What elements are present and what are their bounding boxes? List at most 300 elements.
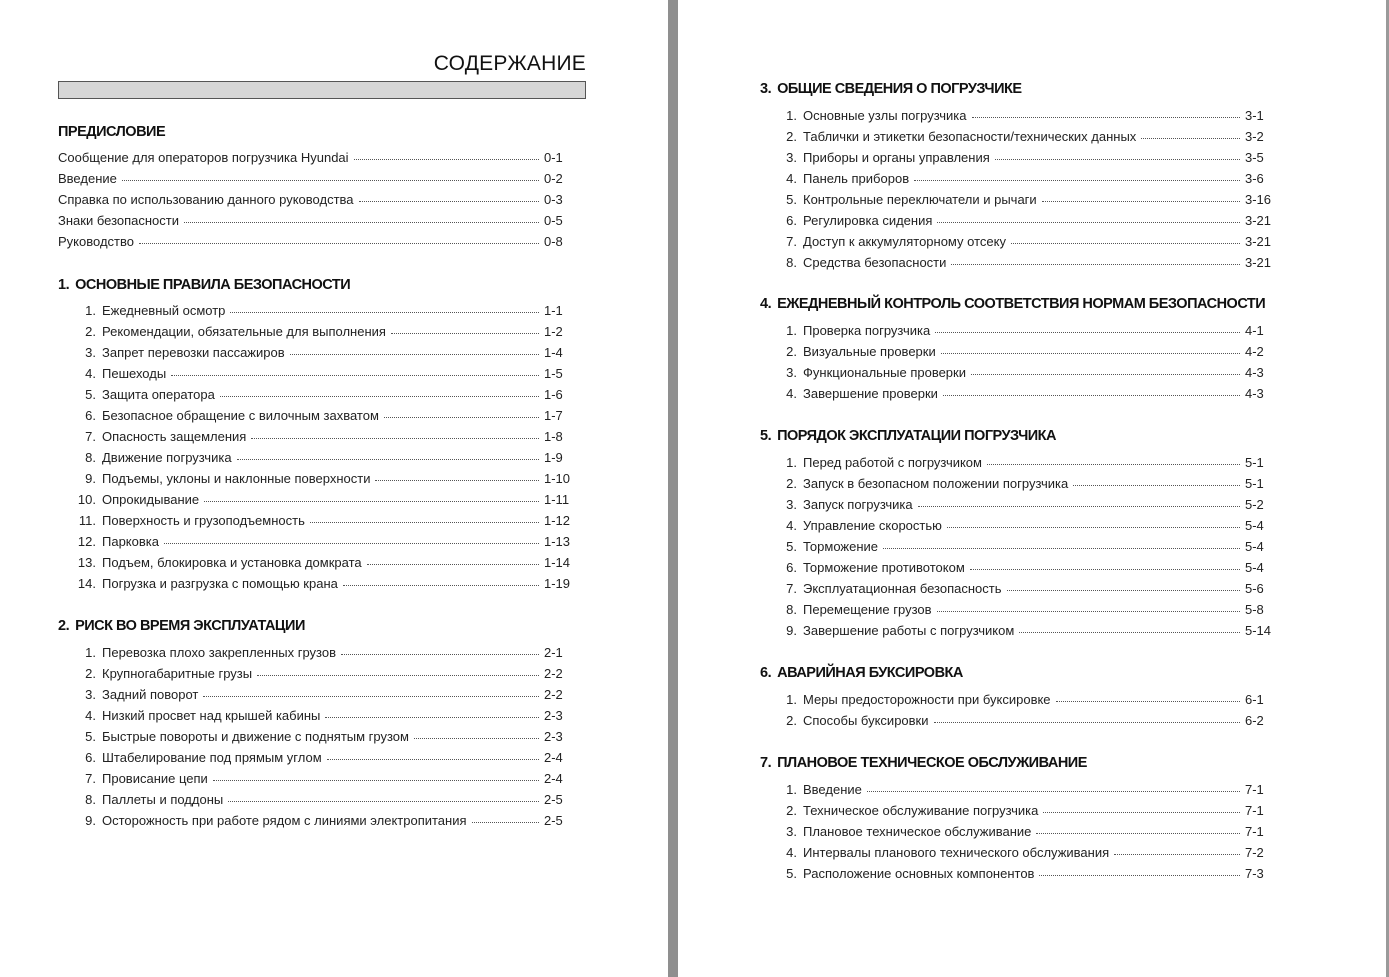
toc-entry-label: Контрольные переключатели и рычаги [803,192,1037,207]
toc-entry-page: 3-21 [1245,213,1272,228]
toc-entry-page: 1-12 [544,513,571,528]
section-heading [760,428,1056,444]
toc-entry[interactable] [72,342,572,363]
toc-entry[interactable] [72,573,572,594]
dot-leader [213,779,539,781]
toc-entry[interactable] [72,363,572,384]
dot-leader [343,584,539,586]
dot-leader [367,563,539,565]
toc-entry-label: Руководство [58,234,134,249]
toc-entry-label: Поверхность и грузоподъемность [102,513,305,528]
toc-entry-number: 3. [786,824,797,839]
toc-entry-label: Движение погрузчика [102,450,232,465]
toc-entry[interactable] [773,473,1273,494]
toc-entry-label: Справка по использованию данного руководства [58,192,354,207]
section-heading [58,277,350,293]
dot-leader [139,242,539,244]
toc-entry-number: 8. [85,792,96,807]
toc-entry-number: 2. [786,344,797,359]
toc-entry-label: Осторожность при работе рядом с линиями электропитания [102,813,467,828]
toc-entry-page: 3-16 [1245,192,1272,207]
section-heading-text: ЕЖЕДНЕВНЫЙ КОНТРОЛЬ СООТВЕТСТВИЯ НОРМАМ БЕЗОПАСНОСТИ [777,296,1266,312]
dot-leader [391,332,539,334]
toc-entry-page: 2-4 [544,750,563,765]
dot-leader [375,479,539,481]
section-number: 1. [58,277,70,293]
dot-leader [995,158,1240,160]
dot-leader [1043,811,1240,813]
toc-entry-page: 1-8 [544,429,563,444]
toc-entry-label: Перемещение грузов [803,602,932,617]
toc-entry-page: 1-7 [544,408,563,423]
toc-entry-page: 2-5 [544,792,563,807]
toc-entry-page: 1-2 [544,324,563,339]
toc-entry-page: 4-2 [1245,344,1264,359]
toc-entry-label: Погрузка и разгрузка с помощью крана [102,576,338,591]
toc-entry[interactable] [773,105,1273,126]
toc-entry[interactable] [72,300,572,321]
toc-entry-page: 5-2 [1245,497,1264,512]
toc-entry[interactable] [72,405,572,426]
toc-entry[interactable] [773,231,1273,252]
toc-entry[interactable] [773,452,1273,473]
toc-entry-number: 1. [786,323,797,338]
toc-entry-number: 1. [85,303,96,318]
toc-entry-number: 7. [85,771,96,786]
section-heading-text: РИСК ВО ВРЕМЯ ЭКСПЛУАТАЦИИ [75,618,305,634]
toc-entry-number: 9. [85,471,96,486]
toc-entry-label: Защита оператора [102,387,215,402]
toc-entry-label: Провисание цепи [102,771,208,786]
toc-entry[interactable] [773,362,1273,383]
toc-entry-label: Панель приборов [803,171,910,186]
toc-entry-label: Плановое техническое обслуживание [803,824,1032,839]
section-number: 4. [760,296,772,312]
toc-entry-number: 6. [786,560,797,575]
toc-entry[interactable] [58,189,564,210]
toc-entry-label: Опрокидывание [102,492,200,507]
toc-entry[interactable] [72,552,572,573]
toc-entry[interactable] [773,863,1273,884]
toc-entry-page: 2-5 [544,813,563,828]
dot-leader [327,758,539,760]
section-number: 2. [58,618,70,634]
toc-entry-label: Перед работой с погрузчиком [803,455,982,470]
section-heading [760,81,1022,97]
toc-entry[interactable] [773,320,1273,341]
toc-entry-number: 2. [786,129,797,144]
toc-entry-number: 3. [786,365,797,380]
toc-entry-label: Управление скоростью [803,518,942,533]
toc-entry-number: 3. [85,345,96,360]
toc-entry-label: Меры предосторожности при буксировке [803,692,1051,707]
toc-entry-label: Регулировка сидения [803,213,933,228]
dot-leader [237,458,539,460]
toc-entry-page: 3-21 [1245,255,1272,270]
dot-leader [184,221,539,223]
toc-entry[interactable] [773,536,1273,557]
toc-entry-page: 5-14 [1245,623,1272,638]
toc-entry[interactable] [58,210,564,231]
toc-entry[interactable] [72,321,572,342]
toc-entry-number: 5. [786,192,797,207]
toc-entry[interactable] [773,515,1273,536]
toc-entry[interactable] [773,168,1273,189]
toc-entry[interactable] [72,726,572,747]
dot-leader [987,463,1240,465]
toc-entry-number: 1. [786,108,797,123]
toc-entry-number: 2. [85,666,96,681]
toc-entry-number: 8. [786,255,797,270]
dot-leader [937,221,1240,223]
toc-entry-page: 5-6 [1245,581,1264,596]
toc-entry-page: 0-5 [544,213,563,228]
toc-entry[interactable] [773,557,1273,578]
toc-entry-number: 14. [77,576,96,591]
toc-entry-number: 4. [85,708,96,723]
toc-entry-page: 4-3 [1245,365,1264,380]
toc-entry-label: Подъем, блокировка и установка домкрата [102,555,362,570]
toc-entry-number: 3. [786,497,797,512]
toc-entry-page: 2-3 [544,708,563,723]
toc-entry-page: 1-9 [544,450,563,465]
toc-entry[interactable] [72,642,572,663]
toc-entry-number: 8. [85,450,96,465]
dot-leader [914,179,1240,181]
toc-entry-number: 9. [786,623,797,638]
toc-entry-page: 5-4 [1245,560,1264,575]
toc-entry-label: Парковка [102,534,159,549]
section-heading-text: ПОРЯДОК ЭКСПЛУАТАЦИИ ПОГРУЗЧИКА [777,428,1056,444]
dot-leader [204,500,539,502]
toc-entry[interactable] [72,810,572,831]
toc-entry-page: 1-19 [544,576,571,591]
toc-entry-page: 1-1 [544,303,563,318]
toc-entry[interactable] [58,147,564,168]
toc-entry-page: 7-3 [1245,866,1264,881]
toc-entry[interactable] [773,147,1273,168]
toc-entry-label: Перевозка плохо закрепленных грузов [102,645,336,660]
left-page [0,0,668,977]
toc-entry-number: 1. [85,645,96,660]
toc-entry[interactable] [72,447,572,468]
toc-entry-label: Подъемы, уклоны и наклонные поверхности [102,471,371,486]
dot-leader [290,353,539,355]
toc-entry-number: 1. [786,692,797,707]
toc-entry-label: Завершение проверки [803,386,938,401]
toc-entry-label: Запуск в безопасном положении погрузчика [803,476,1069,491]
toc-entry-page: 3-2 [1245,129,1264,144]
toc-entry-page: 5-4 [1245,539,1264,554]
toc-entry-page: 7-1 [1245,803,1264,818]
toc-entry[interactable] [773,599,1273,620]
dot-leader [972,116,1240,118]
dot-leader [472,821,539,823]
dot-leader [230,311,539,313]
toc-entry-number: 2. [786,713,797,728]
section-heading-text: ПЛАНОВОЕ ТЕХНИЧЕСКОЕ ОБСЛУЖИВАНИЕ [777,755,1087,771]
toc-entry-label: Проверка погрузчика [803,323,931,338]
toc-entry[interactable] [773,710,1273,731]
toc-entry-page: 3-21 [1245,234,1272,249]
dot-leader [934,721,1240,723]
toc-entry[interactable] [773,494,1273,515]
toc-entry-page: 7-1 [1245,824,1264,839]
toc-entry-label: Ежедневный осмотр [102,303,226,318]
section-heading [760,755,1087,771]
toc-entry[interactable] [773,800,1273,821]
toc-entry[interactable] [72,663,572,684]
dot-leader [325,716,539,718]
toc-entry-page: 2-1 [544,645,563,660]
dot-leader [1114,853,1240,855]
dot-leader [257,674,539,676]
toc-entry-number: 11. [78,513,96,528]
toc-entry-number: 1. [786,455,797,470]
dot-leader [947,526,1240,528]
toc-entry-label: Знаки безопасности [58,213,180,228]
toc-entry-page: 7-2 [1245,845,1264,860]
dot-leader [1141,137,1240,139]
dot-leader [1036,832,1240,834]
section-heading [760,665,963,681]
dot-leader [171,374,539,376]
dot-leader [384,416,539,418]
dot-leader [164,542,539,544]
toc-entry-number: 4. [786,845,797,860]
toc-entry[interactable] [72,384,572,405]
dot-leader [1073,484,1240,486]
toc-entry-page: 2-4 [544,771,563,786]
toc-entry-number: 5. [786,539,797,554]
toc-entry-page: 5-1 [1245,476,1264,491]
dot-leader [228,800,539,802]
dot-leader [941,352,1240,354]
toc-entry-label: Задний поворот [102,687,199,702]
toc-entry-page: 7-1 [1245,782,1264,797]
toc-entry[interactable] [773,620,1273,641]
toc-entry[interactable] [72,768,572,789]
toc-entry-page: 1-4 [544,345,563,360]
preface-heading [58,124,165,140]
toc-entry[interactable] [58,168,564,189]
toc-entry-label: Техническое обслуживание погрузчика [803,803,1039,818]
section-number: 6. [760,665,772,681]
section-heading-text: АВАРИЙНАЯ БУКСИРОВКА [777,665,963,681]
section-heading-text: ОСНОВНЫЕ ПРАВИЛА БЕЗОПАСНОСТИ [75,277,351,293]
toc-entry-page: 0-2 [544,171,563,186]
toc-entry-number: 4. [786,518,797,533]
section-number: 5. [760,428,772,444]
toc-entry-label: Сообщение для операторов погрузчика Hyundai [58,150,349,165]
dot-leader [1011,242,1240,244]
dot-leader [867,790,1240,792]
dot-leader [937,610,1240,612]
toc-entry-label: Способы буксировки [803,713,929,728]
toc-entry-label: Штабелирование под прямым углом [102,750,322,765]
dot-leader [359,200,539,202]
toc-entry-page: 4-1 [1245,323,1264,338]
toc-entry-number: 13. [77,555,96,570]
toc-entry-label: Крупногабаритные грузы [102,666,253,681]
toc-entry-number: 3. [85,687,96,702]
toc-entry-number: 3. [786,150,797,165]
toc-entry[interactable] [72,510,572,531]
toc-entry-label: Введение [803,782,862,797]
dot-leader [1019,631,1240,633]
dot-leader [883,547,1240,549]
dot-leader [1007,589,1240,591]
dot-leader [1056,700,1240,702]
toc-entry-page: 1-6 [544,387,563,402]
toc-entry-number: 12. [77,534,96,549]
toc-entry[interactable] [72,426,572,447]
toc-entry[interactable] [773,252,1273,273]
toc-entry-label: Расположение основных компонентов [803,866,1035,881]
toc-entry-label: Торможение [803,539,879,554]
toc-entry[interactable] [58,231,564,252]
toc-entry-label: Доступ к аккумуляторному отсеку [803,234,1006,249]
toc-entry-label: Интервалы планового технического обслуживания [803,845,1110,860]
toc-entry-page: 1-11 [544,492,570,507]
dot-leader [354,158,539,160]
toc-entry-page: 1-10 [544,471,571,486]
dot-leader [122,179,539,181]
toc-entry-page: 2-3 [544,729,563,744]
toc-entry-number: 5. [85,729,96,744]
toc-entry[interactable] [72,789,572,810]
section-heading-text: ОБЩИЕ СВЕДЕНИЯ О ПОГРУЗЧИКЕ [777,81,1022,97]
toc-entry-label: Запуск погрузчика [803,497,913,512]
toc-entry[interactable] [72,684,572,705]
toc-entry-label: Рекомендации, обязательные для выполнения [102,324,386,339]
title-bar [58,81,586,99]
toc-entry[interactable] [773,383,1273,404]
page-title: СОДЕРЖАНИЕ [433,52,586,75]
toc-entry-page: 4-3 [1245,386,1264,401]
toc-entry[interactable] [773,779,1273,800]
toc-entry-page: 5-8 [1245,602,1264,617]
toc-entry[interactable] [773,126,1273,147]
toc-entry-number: 1. [786,782,797,797]
toc-entry-page: 1-5 [544,366,563,381]
dot-leader [251,437,539,439]
toc-entry-label: Пешеходы [102,366,167,381]
toc-entry-number: 6. [85,408,96,423]
toc-entry-number: 6. [786,213,797,228]
toc-entry-label: Введение [58,171,117,186]
toc-entry[interactable] [72,705,572,726]
dot-leader [414,737,539,739]
toc-entry-label: Опасность защемления [102,429,247,444]
dot-leader [970,568,1240,570]
toc-entry-page: 6-2 [1245,713,1264,728]
toc-entry-label: Эксплуатационная безопасность [803,581,1002,596]
toc-entry-page: 6-1 [1245,692,1264,707]
dot-leader [1042,200,1240,202]
toc-entry-number: 4. [786,386,797,401]
toc-entry-label: Паллеты и поддоны [102,792,224,807]
dot-leader [943,394,1240,396]
toc-entry-number: 6. [85,750,96,765]
toc-entry-number: 7. [85,429,96,444]
toc-entry-label: Безопасное обращение с вилочным захватом [102,408,379,423]
toc-entry-label: Средства безопасности [803,255,947,270]
toc-entry-number: 2. [786,476,797,491]
toc-entry-label: Завершение работы с погрузчиком [803,623,1015,638]
toc-entry-label: Быстрые повороты и движение с поднятым грузом [102,729,409,744]
toc-entry-page: 2-2 [544,666,563,681]
toc-entry[interactable] [72,531,572,552]
toc-entry-number: 10. [77,492,96,507]
toc-entry-page: 1-13 [544,534,571,549]
section-heading [58,618,305,634]
toc-entry[interactable] [773,578,1273,599]
toc-entry-page: 5-1 [1245,455,1264,470]
toc-entry-page: 0-3 [544,192,563,207]
dot-leader [203,695,539,697]
dot-leader [935,331,1240,333]
dot-leader [918,505,1240,507]
section-heading [760,296,1265,312]
toc-entry-label: Торможение противотоком [803,560,965,575]
toc-entry-number: 4. [85,366,96,381]
toc-entry-number: 7. [786,581,797,596]
dot-leader [310,521,539,523]
page-gutter [668,0,678,977]
toc-entry[interactable] [773,210,1273,231]
dot-leader [220,395,539,397]
toc-entry[interactable] [773,842,1273,863]
toc-entry-label: Таблички и этикетки безопасности/технических данных [803,129,1137,144]
toc-entry[interactable] [773,689,1273,710]
dot-leader [971,373,1240,375]
section-number: 7. [760,755,772,771]
toc-entry-page: 1-14 [544,555,571,570]
toc-entry[interactable] [773,821,1273,842]
toc-entry[interactable] [72,747,572,768]
section-heading-text: ПРЕДИСЛОВИЕ [58,124,166,140]
toc-entry-page: 5-4 [1245,518,1264,533]
toc-entry-label: Основные узлы погрузчика [803,108,967,123]
toc-entry[interactable] [72,468,572,489]
toc-entry[interactable] [72,489,572,510]
right-page [678,0,1389,977]
toc-entry-number: 5. [85,387,96,402]
toc-entry-number: 2. [786,803,797,818]
toc-entry-label: Функциональные проверки [803,365,966,380]
toc-entry-label: Визуальные проверки [803,344,936,359]
toc-entry-page: 3-1 [1245,108,1264,123]
toc-entry-page: 2-2 [544,687,563,702]
toc-entry-number: 2. [85,324,96,339]
toc-entry-label: Низкий просвет над крышей кабины [102,708,321,723]
dot-leader [341,653,539,655]
toc-entry-label: Приборы и органы управления [803,150,990,165]
toc-entry[interactable] [773,341,1273,362]
toc-entry-page: 3-5 [1245,150,1264,165]
toc-entry-number: 5. [786,866,797,881]
toc-entry-number: 8. [786,602,797,617]
dot-leader [1039,874,1240,876]
toc-entry-number: 7. [786,234,797,249]
toc-entry-label: Запрет перевозки пассажиров [102,345,285,360]
toc-entry-page: 0-1 [544,150,563,165]
toc-entry[interactable] [773,189,1273,210]
toc-entry-number: 9. [85,813,96,828]
toc-entry-page: 0-8 [544,234,563,249]
toc-entry-page: 3-6 [1245,171,1264,186]
